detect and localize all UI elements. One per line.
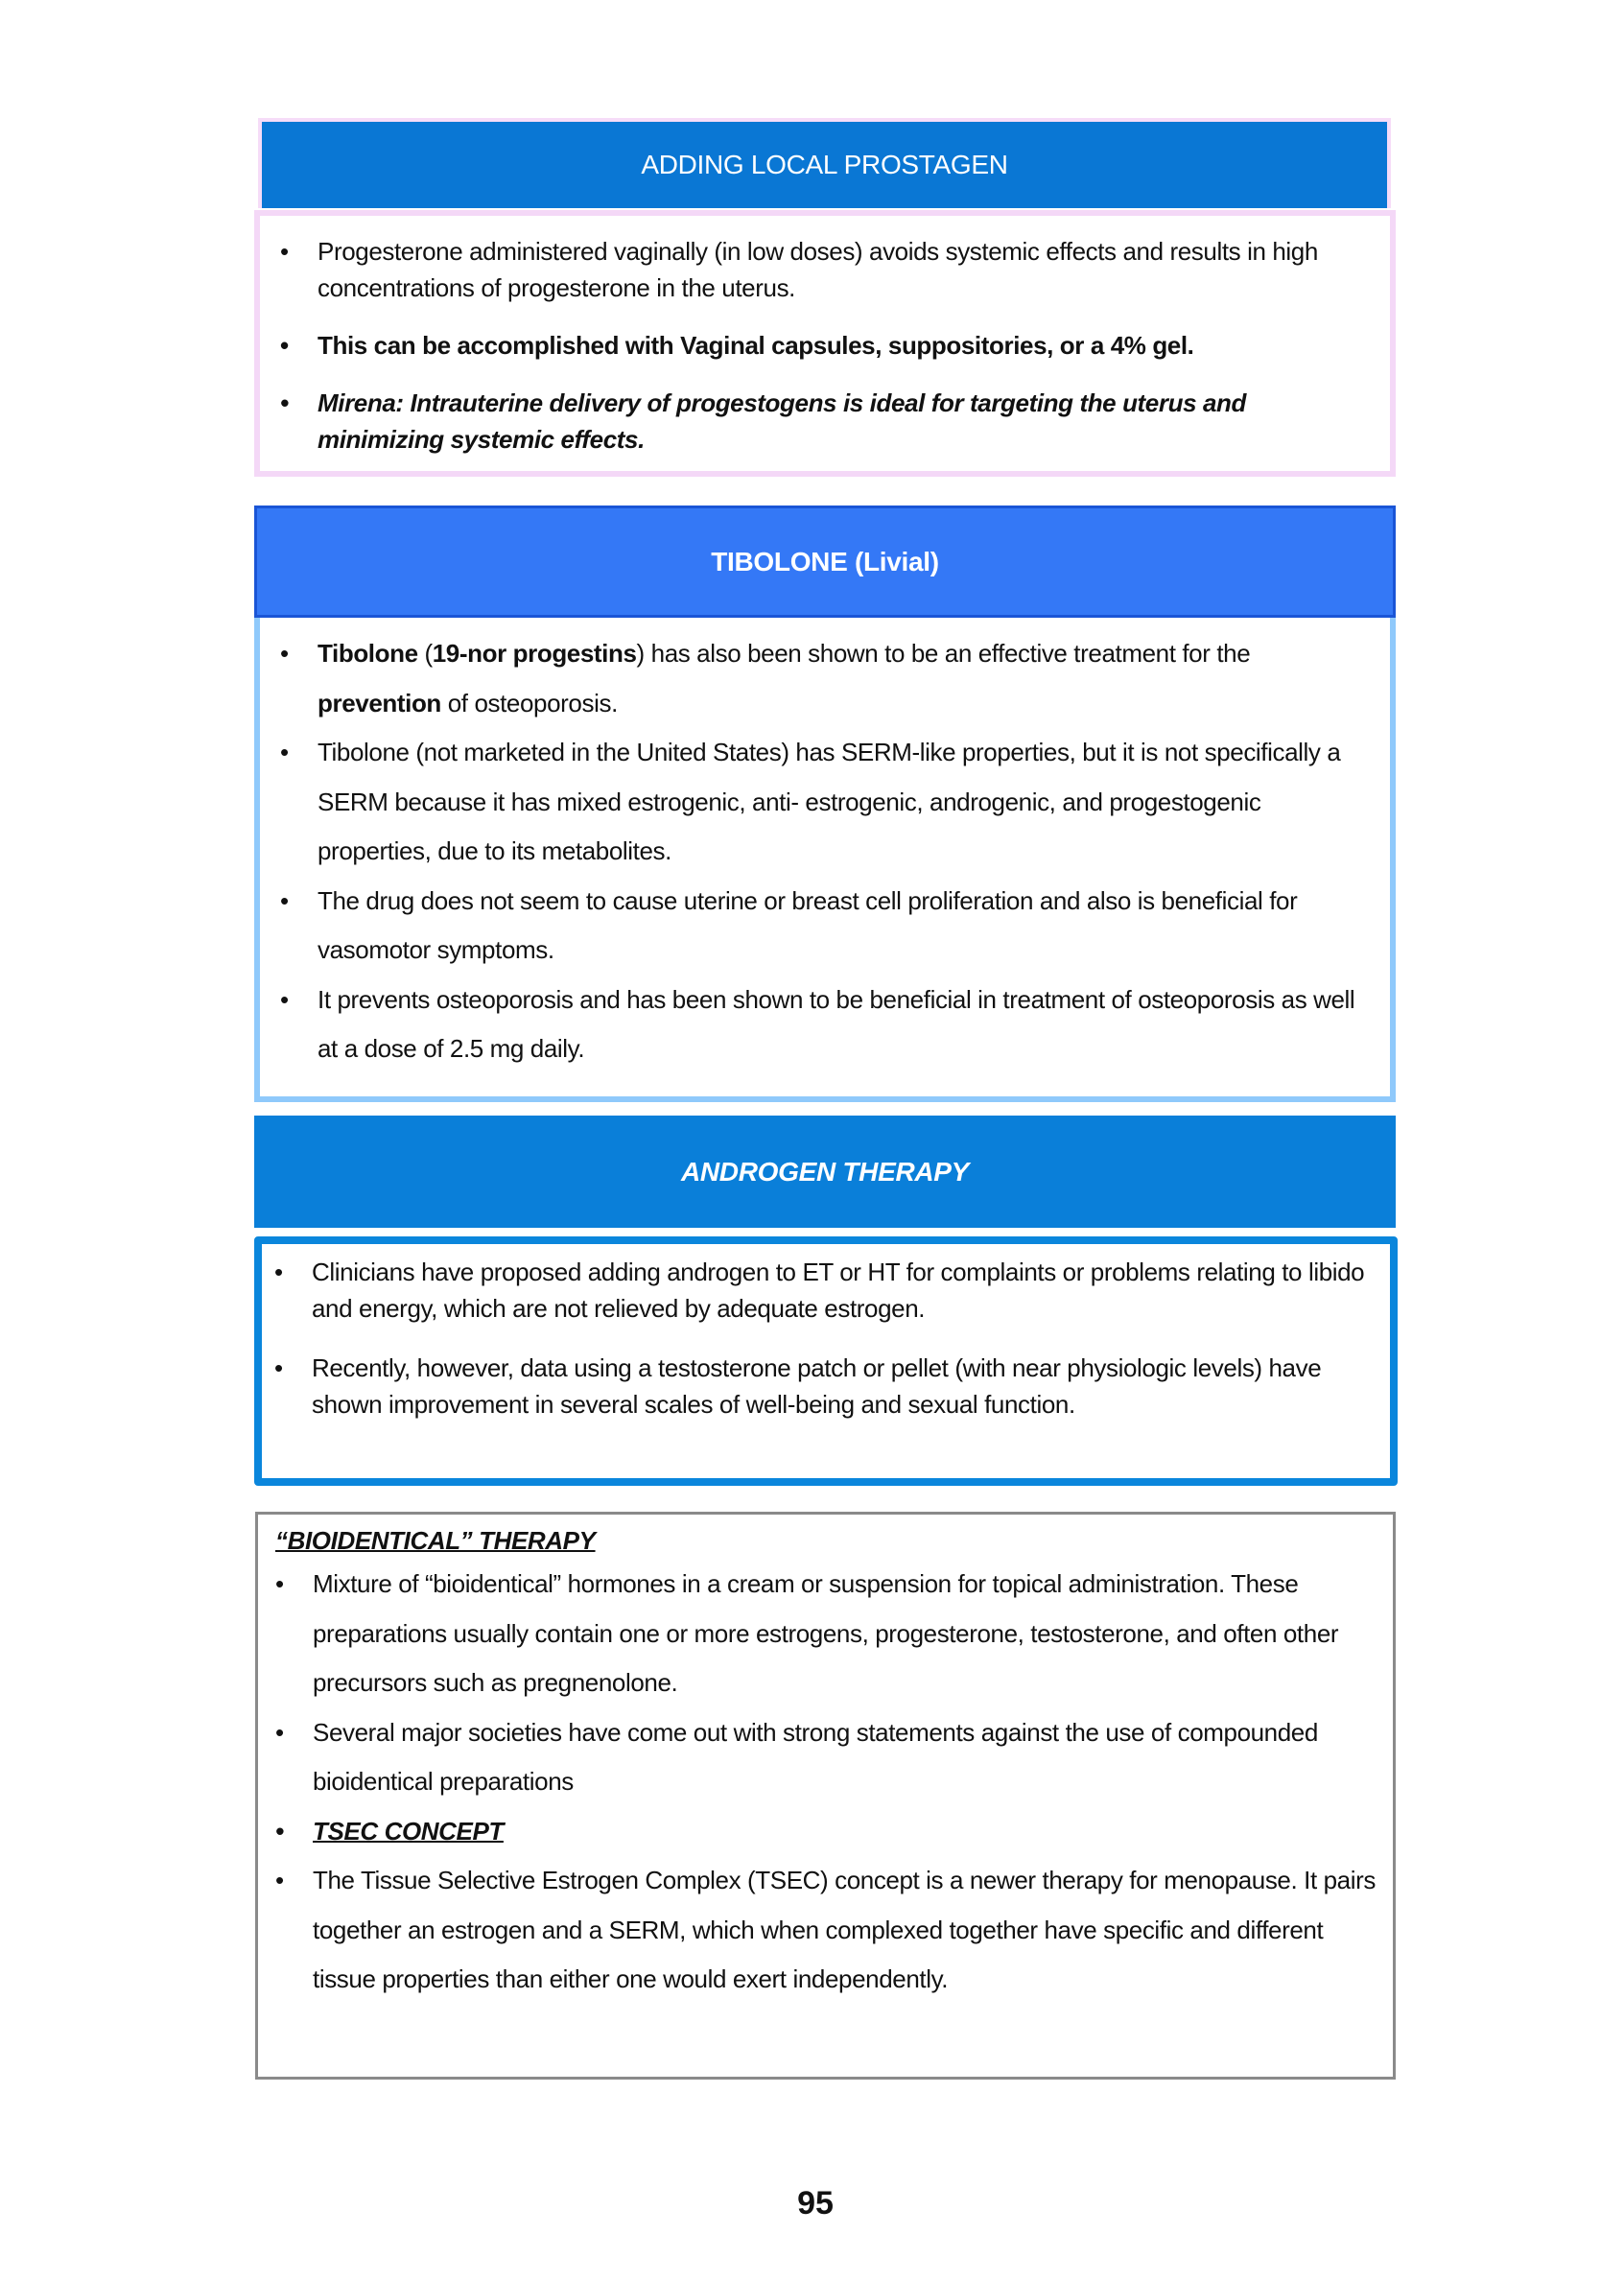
bullet-icon: •	[275, 1866, 284, 1894]
list-item: • Tibolone (not marketed in the United States) has SERM-like properties, but it is not specifically a SERM because it has mixed estrogenic, anti- estrogenic, androgenic, and progestogenic properties, due to its metabolites.	[260, 728, 1371, 877]
section-body-local-prostagen	[254, 210, 1396, 477]
bullet-icon: •	[280, 639, 289, 668]
section-header-tibolone	[254, 506, 1396, 618]
bullet-icon: •	[275, 1717, 284, 1747]
bullet-icon: •	[280, 885, 289, 915]
list-item: • Several major societies have come out with strong statements against the use of compounded bioidentical preparations	[258, 1708, 1377, 1807]
list-item: • Clinicians have proposed adding androgen to ET or HT for complaints or problems relating to libido and energy, which are not relieved by adequate estrogen.	[262, 1254, 1380, 1327]
section-title: “BIOIDENTICAL” THERAPY	[275, 1526, 596, 1555]
section-title: ANDROGEN THERAPY	[680, 1156, 970, 1187]
list-item: • Tibolone (19-nor progestins) has also been shown to be an effective treatment for the prevention of osteoporosis.	[260, 629, 1371, 728]
list-item: • Recently, however, data using a testosterone patch or pellet (with near physiologic levels) have shown improvement in several scales of well-being and sexual function.	[262, 1350, 1380, 1423]
section-title: ADDING LOCAL PROSTAGEN	[641, 150, 1008, 179]
section-title: TIBOLONE (Livial)	[711, 546, 939, 576]
list-item: • The drug does not seem to cause uterine or breast cell proliferation and also is beneficial for vasomotor symptoms.	[260, 877, 1371, 976]
section-body-tibolone	[254, 618, 1396, 1102]
bullet-icon: •	[280, 984, 289, 1014]
list-item: • Mirena: Intrauterine delivery of progestogens is ideal for targeting the uterus and minimizing systemic effects.	[260, 385, 1371, 458]
list-item: • It prevents osteoporosis and has been shown to be beneficial in treatment of osteoporosis as well at a dose of 2.5 mg daily.	[260, 976, 1371, 1074]
list-item: • This can be accomplished with Vaginal capsules, suppositories, or a 4% gel.	[260, 327, 1371, 364]
bullet-icon: •	[280, 331, 289, 360]
section-bioidentical	[255, 1512, 1396, 2080]
subheading-tsec: • TSEC CONCEPT	[258, 1807, 1377, 1857]
bullet-icon: •	[280, 237, 289, 266]
bullet-icon: •	[275, 1816, 284, 1846]
page-number: 95	[797, 2185, 834, 2222]
bullet-icon: •	[280, 388, 289, 417]
list-item: • The Tissue Selective Estrogen Complex (TSEC) concept is a newer therapy for menopause. It pairs together an estrogen and a SERM, which when complexed together have specific and different tissue properties than either one would exert independently.	[258, 1856, 1377, 2005]
bullet-icon: •	[280, 738, 289, 766]
section-header-androgen	[254, 1116, 1396, 1228]
bullet-list	[258, 1556, 1393, 2005]
list-item: • Mixture of “bioidentical” hormones in a cream or suspension for topical administration. These preparations usually contain one or more estrogens, progesterone, testosterone, and often other precursors such as pregnenolone.	[258, 1560, 1377, 1708]
bullet-list	[262, 1244, 1390, 1423]
section-body-androgen	[254, 1236, 1398, 1486]
bullet-list	[260, 618, 1390, 1074]
bullet-icon: •	[274, 1353, 283, 1382]
bullet-icon: •	[274, 1258, 283, 1286]
bullet-list	[260, 216, 1390, 458]
list-item: • Progesterone administered vaginally (in low doses) avoids systemic effects and results in high concentrations of progesterone in the uterus.	[260, 233, 1371, 306]
section-header-local-prostagen	[258, 118, 1391, 208]
bullet-icon: •	[275, 1569, 284, 1598]
